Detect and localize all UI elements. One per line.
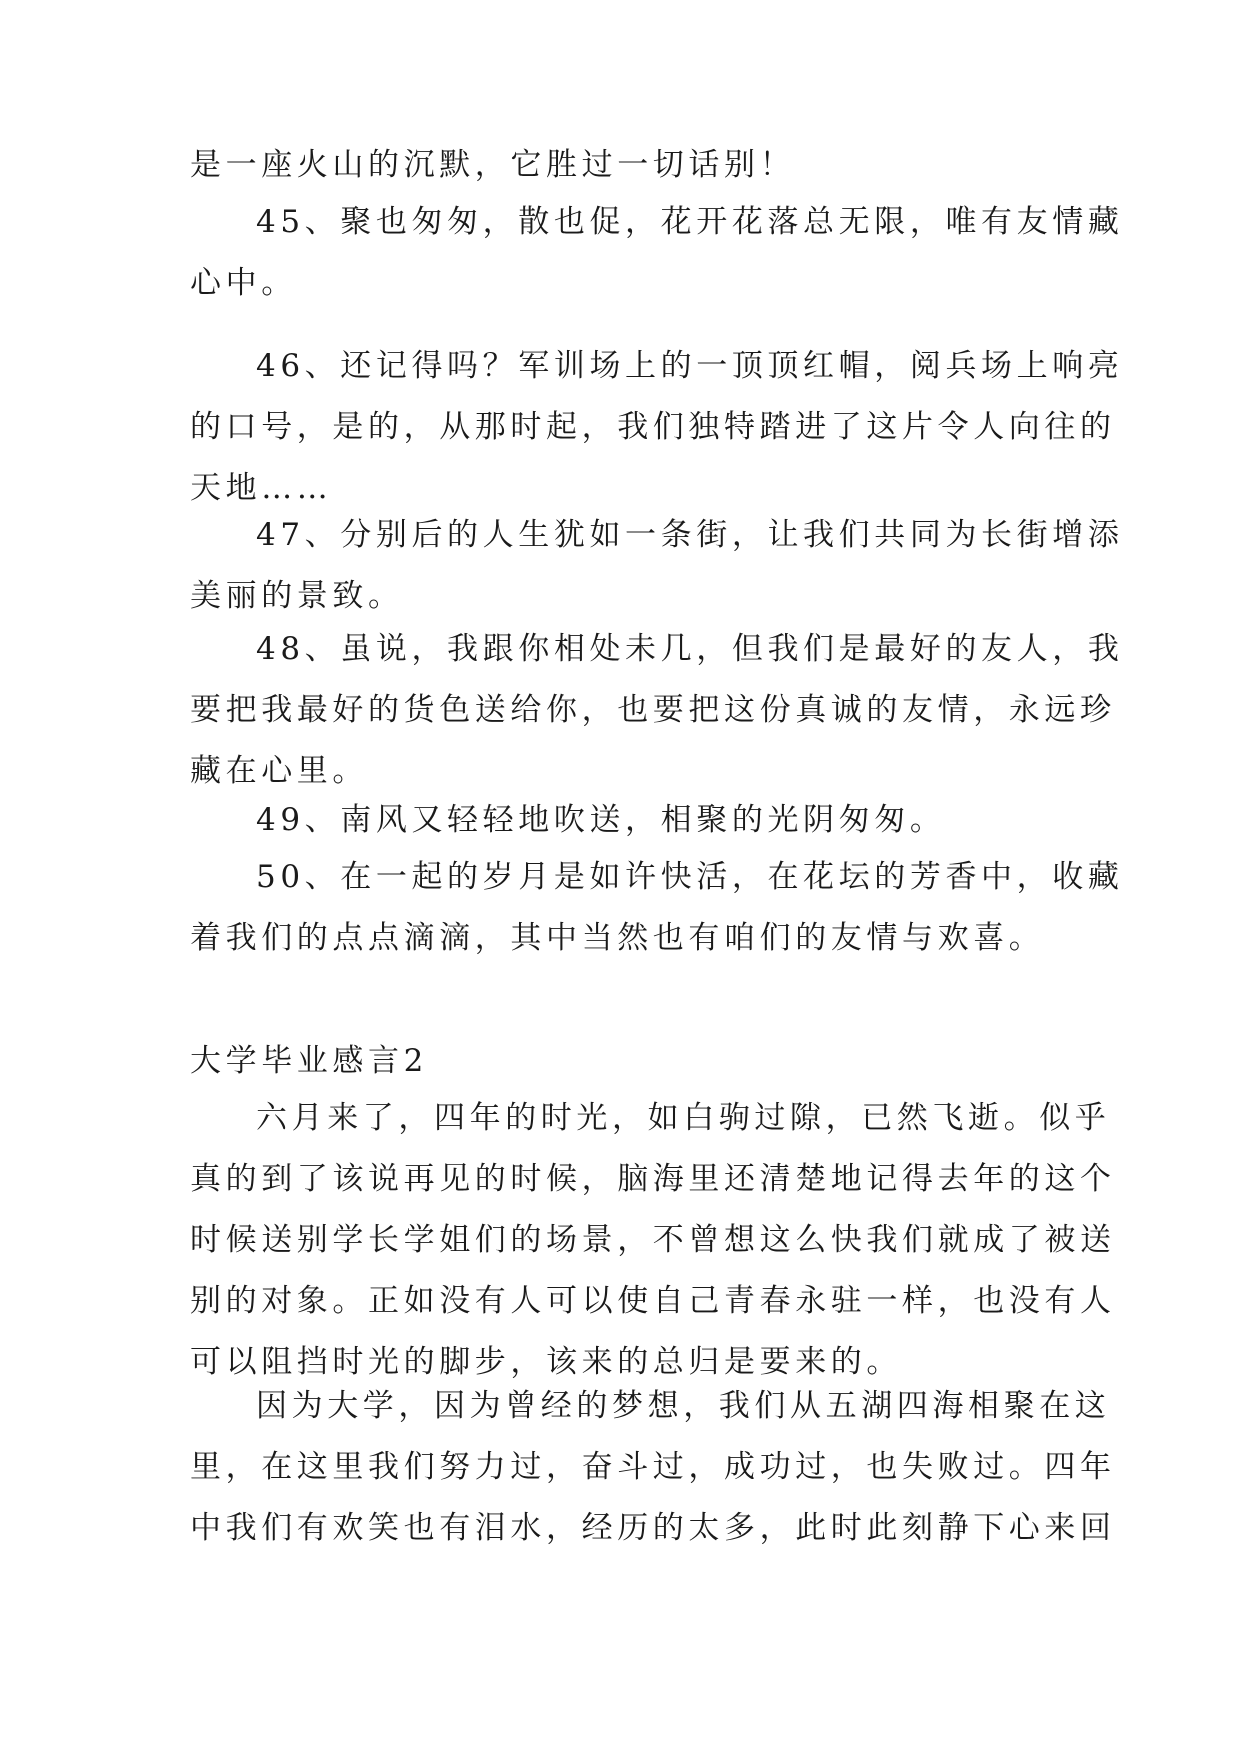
text-line: 六月来了，四年的时光，如白驹过隙，已然飞逝。似乎 <box>256 1100 1111 1136</box>
text-line: 是一座火山的沉默，它胜过一切话别！ <box>190 147 796 183</box>
text-line: 要把我最好的货色送给你，也要把这份真诚的友情，永远珍 <box>190 692 1116 728</box>
list-item-50 <box>190 847 1124 969</box>
text-line: 的口号，是的，从那时起，我们独特踏进了这片令人向往的 <box>190 409 1116 445</box>
text-line: 47、分别后的人生犹如一条街，让我们共同为长街增添 <box>256 517 1124 553</box>
text-line: 50、在一起的岁月是如许快活，在花坛的芳香中，收藏 <box>256 859 1124 895</box>
text-line: 45、聚也匆匆，散也促，花开花落总无限，唯有友情藏 <box>256 204 1124 240</box>
text-line: 时候送别学长学姐们的场景，不曾想这么快我们就成了被送 <box>190 1222 1116 1258</box>
section-title <box>190 1031 1050 1092</box>
text-line: 因为大学，因为曾经的梦想，我们从五湖四海相聚在这 <box>256 1388 1111 1424</box>
section-title-text: 大学毕业感言2 <box>190 1043 428 1079</box>
list-item-46 <box>190 336 1124 519</box>
list-item-47 <box>190 505 1124 627</box>
text-line: 可以阻挡时光的脚步，该来的总归是要来的。 <box>190 1344 902 1380</box>
text-line: 48、虽说，我跟你相处未几，但我们是最好的友人，我 <box>256 631 1124 667</box>
text-line: 49、南风又轻轻地吹送，相聚的光阴匆匆。 <box>256 802 946 838</box>
text-line: 别的对象。正如没有人可以使自己青春永驻一样，也没有人 <box>190 1283 1116 1319</box>
list-item-49 <box>190 790 1050 851</box>
text-line: 里，在这里我们努力过，奋斗过，成功过，也失败过。四年 <box>190 1449 1116 1485</box>
continuation-text <box>190 135 1050 196</box>
list-item-48 <box>190 619 1124 802</box>
paragraph-2 <box>190 1376 1116 1559</box>
text-line: 美丽的景致。 <box>190 578 404 614</box>
text-line: 46、还记得吗？军训场上的一顶顶红帽，阅兵场上响亮 <box>256 348 1124 384</box>
text-line: 着我们的点点滴滴，其中当然也有咱们的友情与欢喜。 <box>190 920 1045 956</box>
paragraph-1 <box>190 1088 1116 1393</box>
text-line: 藏在心里。 <box>190 753 368 789</box>
text-line: 中我们有欢笑也有泪水，经历的太多，此时此刻静下心来回 <box>190 1510 1116 1546</box>
text-line: 真的到了该说再见的时候，脑海里还清楚地记得去年的这个 <box>190 1161 1116 1197</box>
text-line: 天地…… <box>190 470 333 506</box>
list-item-45 <box>190 192 1124 314</box>
text-line: 心中。 <box>190 265 297 301</box>
